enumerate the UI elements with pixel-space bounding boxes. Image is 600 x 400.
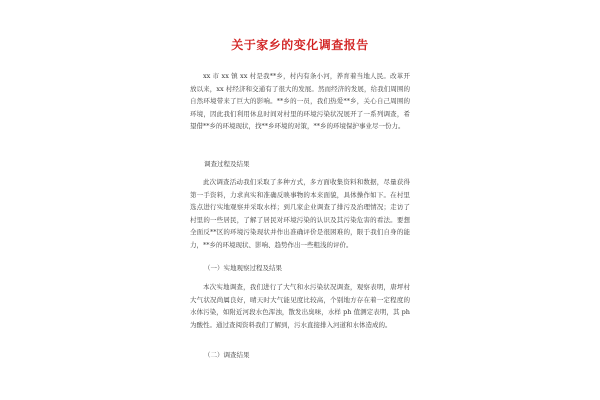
sub1-text: 本次实地调查，我们进行了大气和水污染状况调查，观察表明，唐坪村大气状况尚属良好，晴天时大气能见度比较高，个别地方存在着一定程度的水体污染，如附近河段水色浑浊，散发出臭味，水样 ph 值测定表明，其 ph 为酸性。通过查阅资料我们了解到，污水直接排入河道和水体造成的。	[190, 283, 410, 329]
intro-text: xx 市 xx 镇 xx 村是我**乡，村内有条小河，养育着当地人民。改革开放以来，xx 村经济和交通有了很大的发展。然而经济的发展，给我们周围的自然环境带来了巨大的影响。**乡的一员，我们热爱**乡，关心自己周围的环境，因此我们利用休息时间对村里的环境污染状况展开了一系列调查，希望借**乡的环境现状，找**乡环境的对策，**乡的环境保护事业尽一份力。	[190, 72, 410, 130]
subheading-field-observation: （一）实地观察过程及结果	[204, 264, 282, 272]
section-heading-process: 调查过程及结果	[204, 160, 250, 168]
section1-text: 此次调查活动我们采取了多种方式，多方面收集资料和数据，尽量获得第一手资料，力求真实和准确反映事物的本来面貌，具体操作如下。在村里选点进行实地观察并采取水样；到几家企业调查了排污及治理情况；走访了村里的一些居民，了解了居民对环境污染的认识及其污染危害的看法。要想全面反**区的环境污染现状并作出准确评价是很困难的，限于我们自身的能力，**乡的环境现状、影响、趋势作出一些粗浅的评价。	[190, 178, 410, 249]
report-title: 关于家乡的变化调查报告	[231, 38, 369, 52]
subheading-survey-results: （二）调查结果	[204, 351, 250, 359]
intro-paragraph	[190, 70, 410, 133]
section1-paragraph	[190, 176, 410, 251]
sub1-paragraph	[190, 281, 410, 331]
